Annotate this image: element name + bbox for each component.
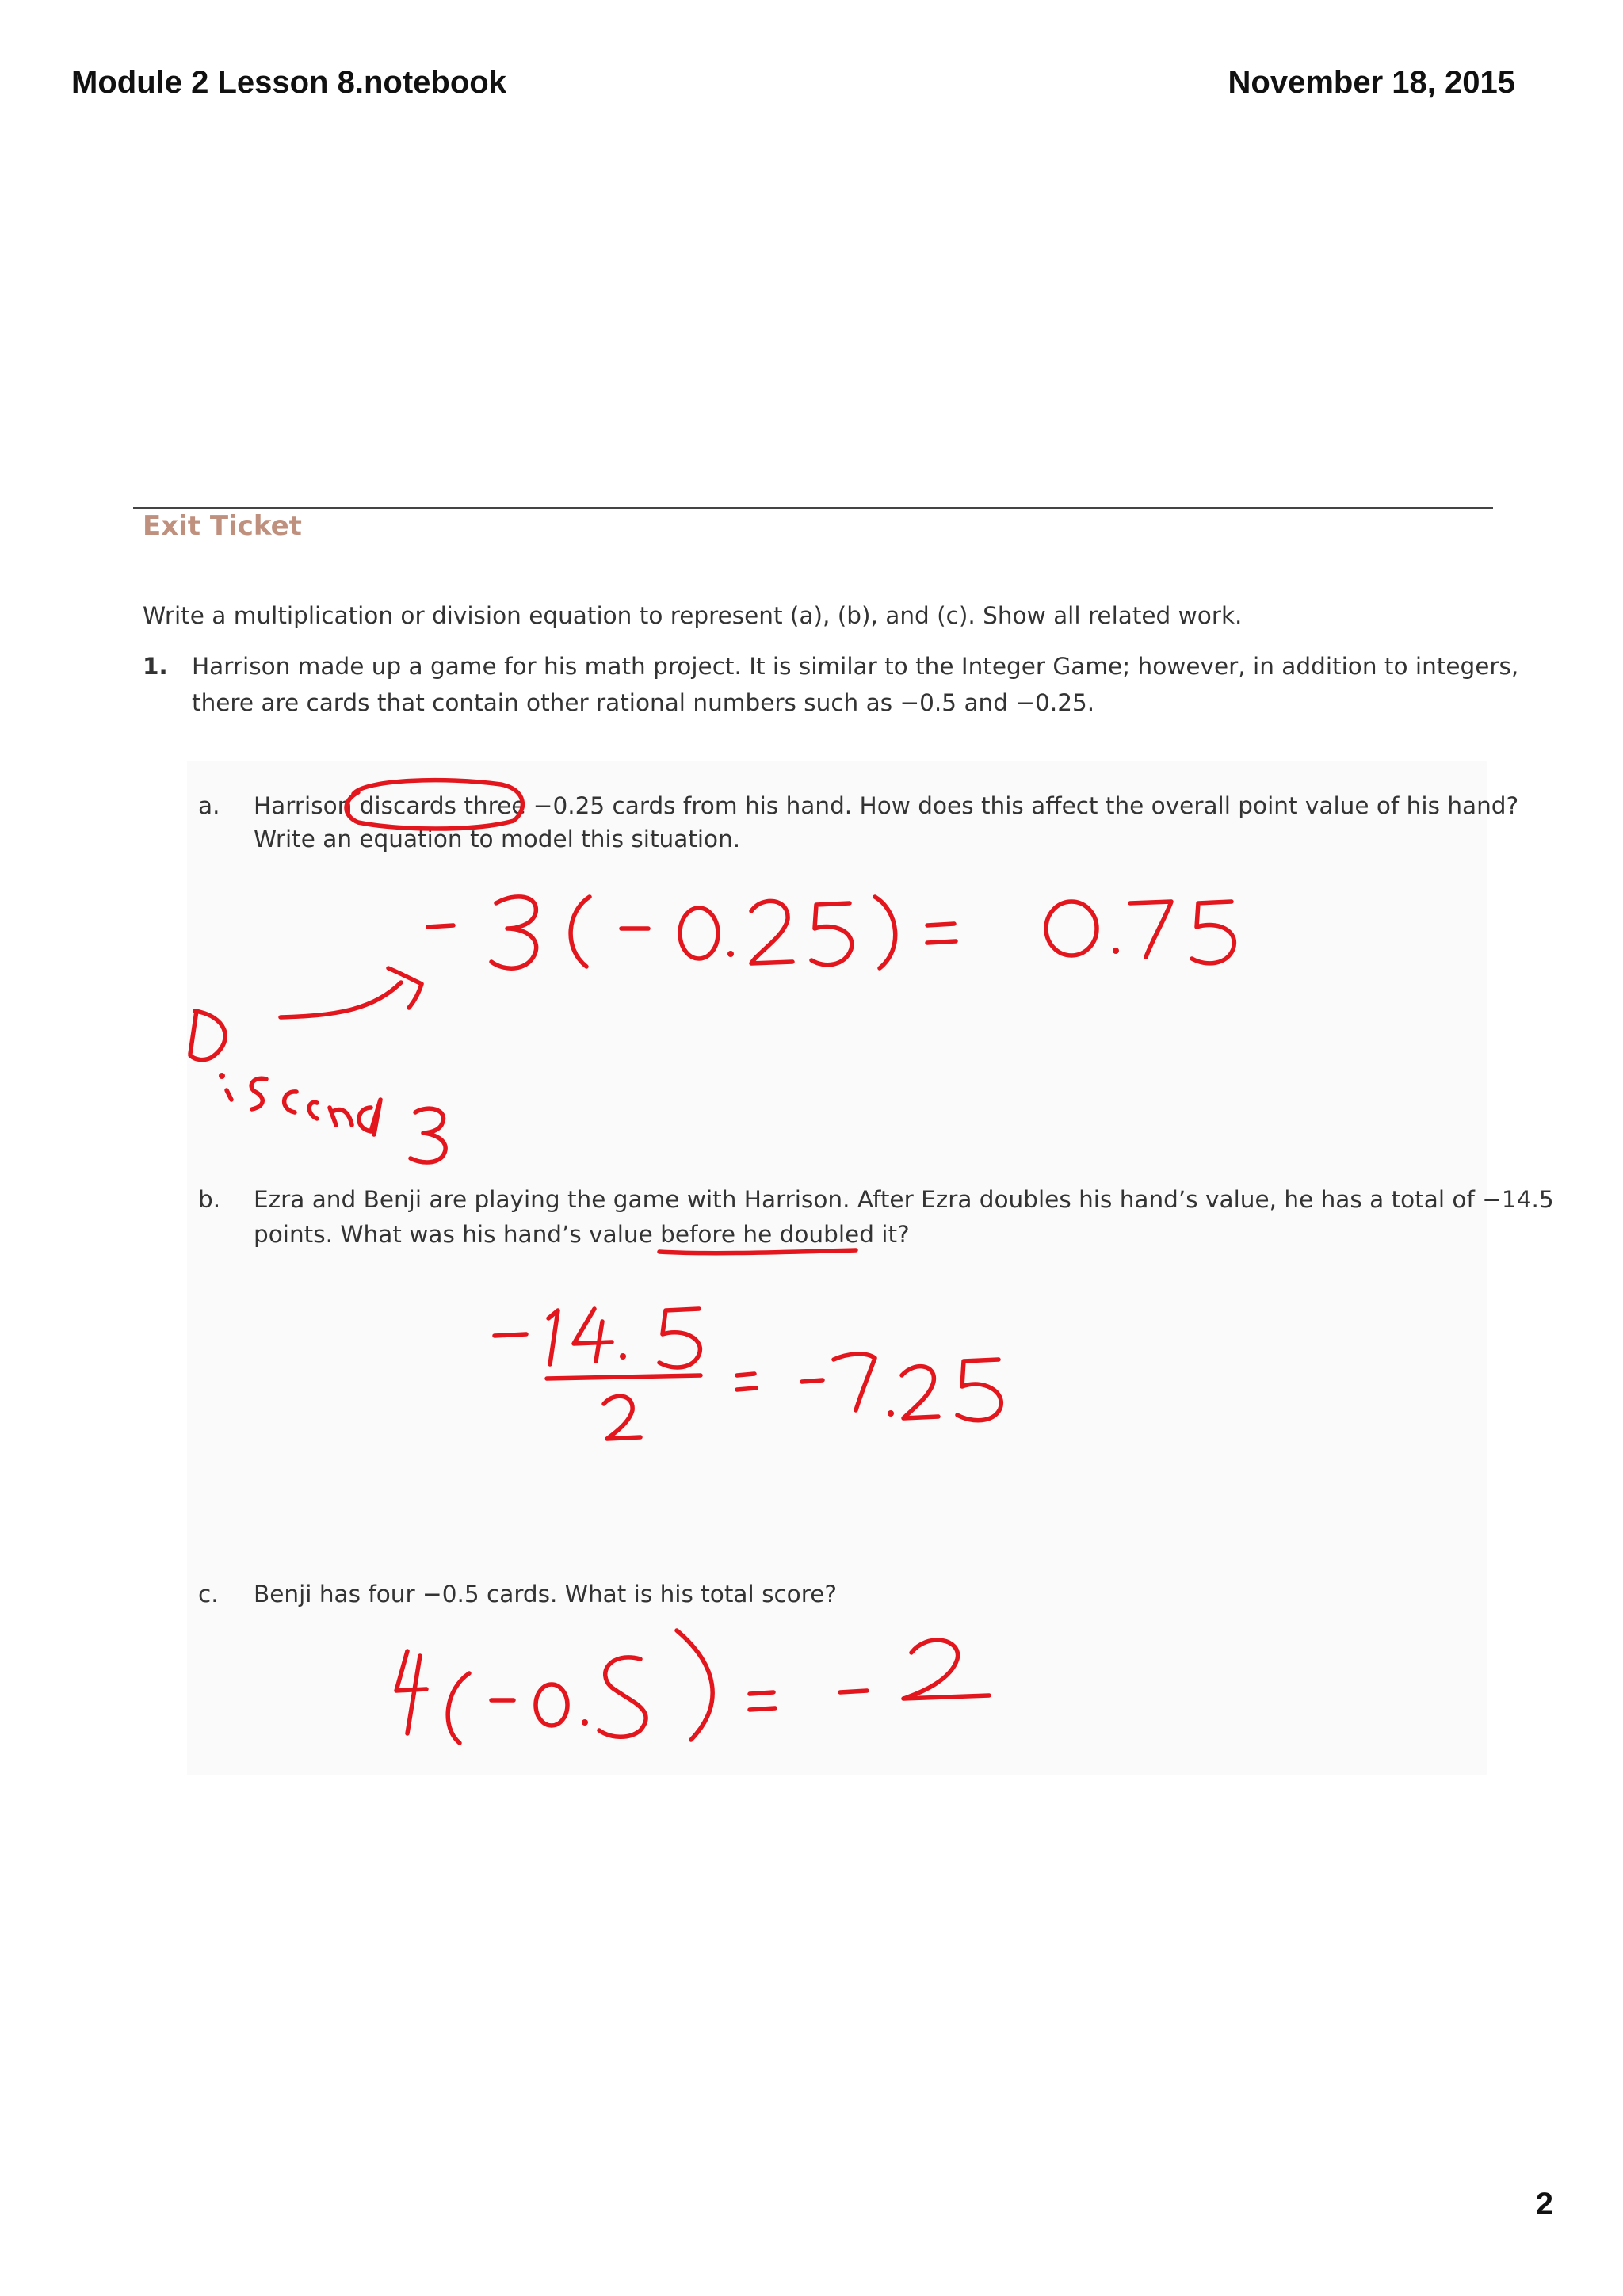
question-line: Harrison made up a game for his math project. It is similar to the Integer Game; however, in addition to integers,: [192, 653, 1519, 680]
part-c-text: Benji has four −0.5 cards. What is his total score?: [254, 1581, 838, 1608]
part-b-text: points. What was his hand’s value before he doubled it?: [254, 1221, 910, 1248]
page-number: 2: [1535, 2187, 1553, 2222]
document-title: Module 2 Lesson 8.notebook: [71, 65, 506, 100]
part-a-text: Write an equation to model this situation.: [254, 826, 741, 852]
part-c-letter: c.: [198, 1581, 219, 1608]
part-b-letter: b.: [198, 1186, 221, 1213]
header-rule: [133, 507, 1493, 509]
question-line: there are cards that contain other rational numbers such as −0.5 and −0.25.: [192, 689, 1095, 716]
part-a-text: Harrison discards three −0.25 cards from his hand. How does this affect the overall point value of his hand?: [254, 792, 1519, 819]
part-b-text: Ezra and Benji are playing the game with Harrison. After Ezra doubles his hand’s value, he has a total of −14.5: [254, 1186, 1554, 1213]
worksheet-heading: Exit Ticket: [143, 510, 302, 542]
instructions-text: Write a multiplication or division equation to represent (a), (b), and (c). Show all related work.: [143, 602, 1243, 629]
worksheet-image-background: [187, 761, 1487, 1775]
document-date: November 18, 2015: [1228, 65, 1515, 100]
question-number: 1.: [143, 653, 168, 680]
part-a-letter: a.: [198, 792, 220, 819]
